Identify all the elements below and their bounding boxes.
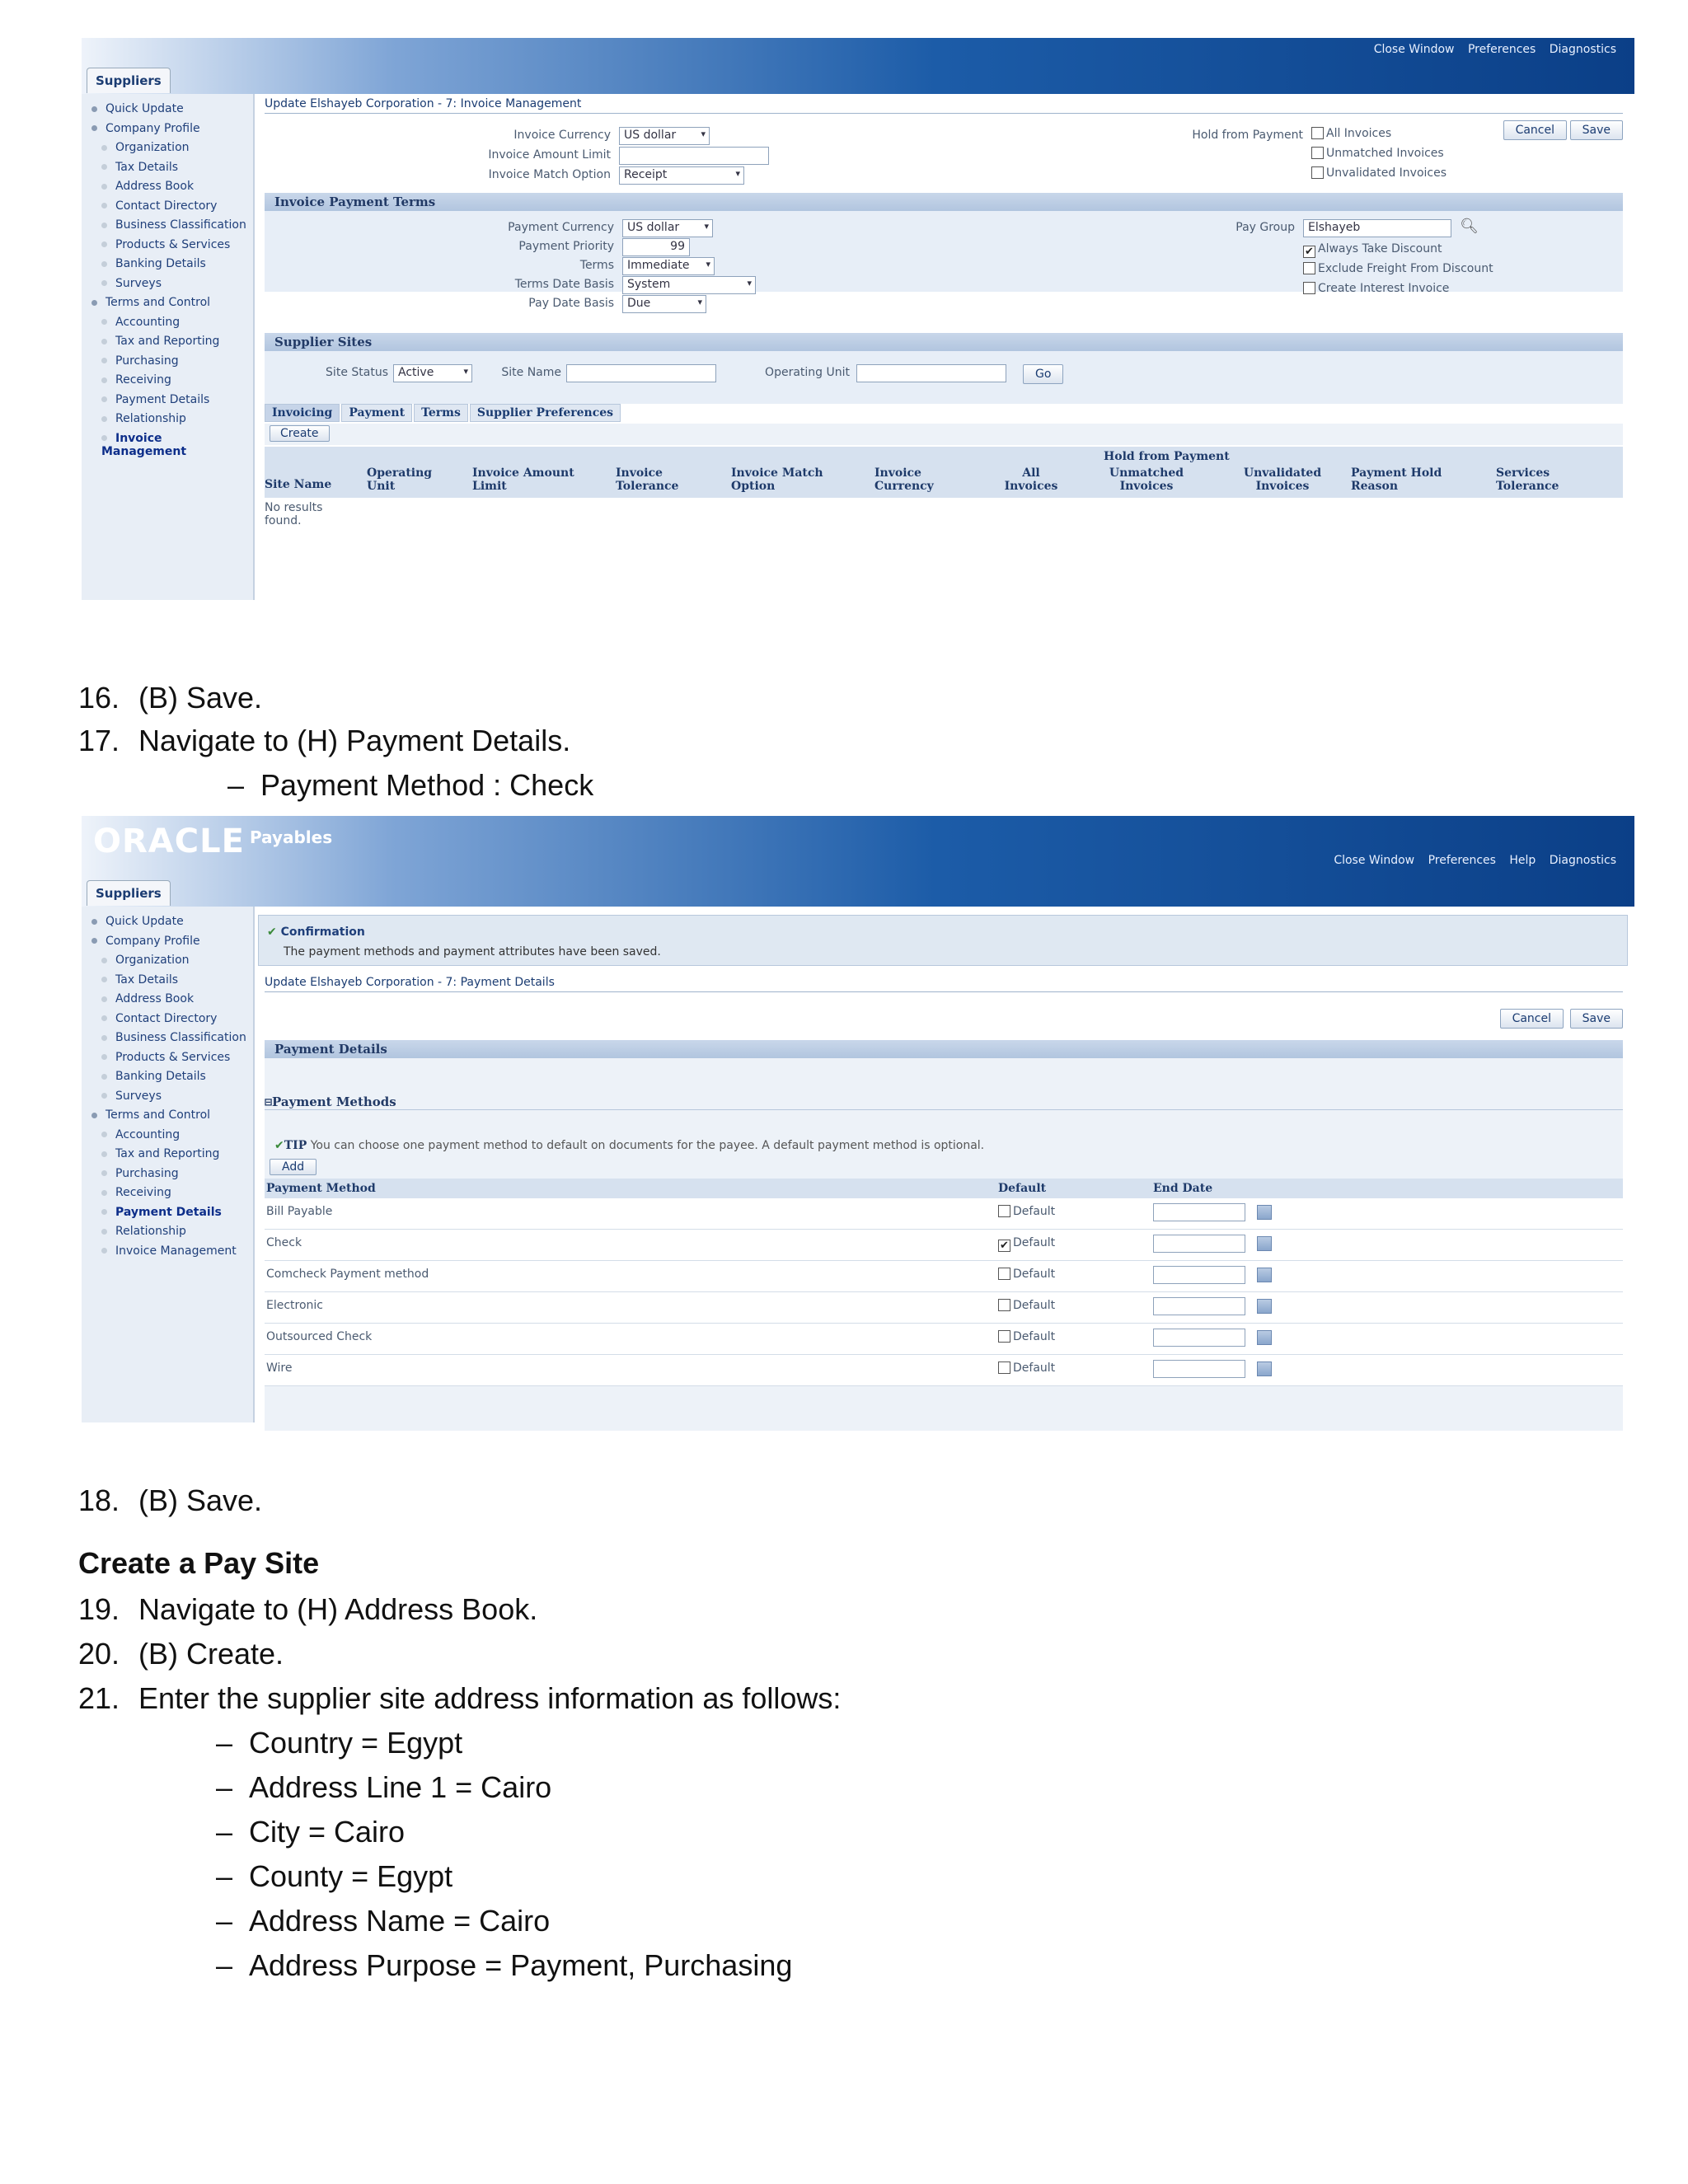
tab-payment[interactable]: Payment	[341, 404, 412, 422]
nav-payment-details[interactable]: Payment Details	[88, 1206, 246, 1220]
invoice-management-screenshot	[82, 38, 1634, 600]
confirmation-box	[258, 915, 1628, 966]
nav-tax-details[interactable]: Tax Details	[88, 973, 246, 987]
checkbox-icon	[1311, 166, 1324, 179]
step-20-number: 20.	[78, 1637, 120, 1671]
bullet-icon	[101, 164, 107, 170]
bullet-icon	[101, 1093, 107, 1099]
global-links	[1364, 43, 1616, 56]
list-item: – County = Egypt	[216, 1859, 453, 1893]
col-invoice-currency: Invoice Currency	[874, 466, 934, 494]
bullet-icon	[101, 223, 107, 228]
checkbox-icon	[998, 1330, 1010, 1343]
col-default: Default	[998, 1182, 1047, 1195]
nav-banking-details[interactable]: Banking Details	[88, 1070, 246, 1084]
pay-date-basis-label: Pay Date Basis	[528, 297, 614, 310]
payment-currency-select[interactable]: US dollar ▾	[622, 219, 713, 237]
supplier-sites-header: Supplier Sites	[265, 333, 1623, 351]
global-links	[1324, 854, 1616, 867]
chevron-down-icon: ▾	[735, 168, 740, 179]
checkbox-icon	[998, 1361, 1010, 1374]
nav-products-services[interactable]: Products & Services	[88, 238, 246, 252]
bullet-icon	[101, 1151, 107, 1157]
site-name-input[interactable]	[566, 364, 716, 382]
section-heading: Create a Pay Site	[78, 1546, 320, 1580]
col-invoice-tolerance: Invoice Tolerance	[616, 466, 679, 494]
side-navigation	[82, 94, 255, 600]
search-icon[interactable]: 🔍︎	[1460, 218, 1479, 235]
nav-banking-details[interactable]: Banking Details	[88, 257, 246, 271]
collapse-icon[interactable]: ⊟	[265, 1094, 273, 1109]
end-date-input[interactable]	[1153, 1203, 1245, 1221]
terms-date-basis-label: Terms Date Basis	[514, 278, 614, 291]
payment-method-name: Comcheck Payment method	[266, 1268, 429, 1281]
payment-currency-label: Payment Currency	[508, 221, 614, 234]
bullet-icon	[101, 358, 107, 363]
bullet-icon	[101, 1209, 107, 1215]
preferences-link[interactable]: Preferences	[1428, 854, 1496, 867]
default-checkbox[interactable]: Default	[998, 1299, 1055, 1312]
bullet-icon	[101, 1074, 107, 1080]
main-content	[265, 97, 1623, 592]
nav-invoice-management[interactable]: Invoice Management	[88, 1244, 246, 1258]
bullet-icon	[101, 1248, 107, 1254]
chevron-down-icon: ▾	[706, 259, 710, 269]
operating-unit-input[interactable]	[856, 364, 1006, 382]
nav-purchasing[interactable]: Purchasing	[88, 354, 246, 368]
end-date-input[interactable]	[1153, 1235, 1245, 1253]
invoice-amount-limit-label: Invoice Amount Limit	[488, 148, 611, 162]
hold-from-payment-label: Hold from Payment	[1192, 129, 1303, 142]
list-item: – Address Purpose = Payment, Purchasing	[216, 1948, 793, 1982]
end-date-input[interactable]	[1153, 1297, 1245, 1315]
invoice-match-option-select[interactable]: Receipt ▾	[619, 166, 744, 185]
table-row	[265, 1230, 1623, 1261]
list-item: – Country = Egypt	[216, 1726, 463, 1760]
nav-purchasing[interactable]: Purchasing	[88, 1167, 246, 1181]
nav-company-profile[interactable]: Company Profile	[88, 935, 246, 949]
checkbox-icon	[998, 1268, 1010, 1280]
pay-date-basis-select[interactable]: Due ▾	[622, 295, 706, 313]
terms-label: Terms	[579, 259, 614, 272]
col-services-tolerance: Services Tolerance	[1496, 466, 1559, 494]
payment-method-name: Check	[266, 1236, 302, 1249]
nav-business-classification[interactable]: Business Classification	[88, 1031, 246, 1045]
col-invoice-amount-limit: Invoice Amount Limit	[472, 466, 574, 494]
main-content	[265, 923, 1623, 1426]
terms-date-basis-select[interactable]: System ▾	[622, 276, 756, 294]
create-button[interactable]: Create	[270, 425, 330, 442]
step-20-text: (B) Create.	[138, 1637, 284, 1671]
checkbox-icon	[1311, 147, 1324, 159]
bullet-icon	[91, 919, 97, 925]
bullet-icon	[91, 125, 97, 131]
step-18-text: (B) Save.	[138, 1483, 263, 1517]
nav-quick-update[interactable]: Quick Update	[88, 102, 246, 116]
bullet-icon	[101, 203, 107, 209]
side-navigation	[82, 907, 255, 1422]
payment-method-name: Outsourced Check	[266, 1330, 373, 1343]
tab-invoicing[interactable]: Invoicing	[265, 404, 340, 422]
bullet-icon	[101, 1035, 107, 1041]
payment-method-name: Wire	[266, 1361, 293, 1375]
checkbox-icon	[1303, 282, 1315, 294]
close-window-link[interactable]: Close Window	[1334, 854, 1415, 867]
nav-tax-and-reporting[interactable]: Tax and Reporting	[88, 335, 246, 349]
nav-address-book[interactable]: Address Book	[88, 992, 246, 1006]
list-item: – Address Name = Cairo	[216, 1904, 551, 1938]
chevron-down-icon: ▾	[704, 221, 709, 232]
table-row	[265, 1355, 1623, 1386]
calendar-icon[interactable]	[1257, 1361, 1272, 1380]
col-end-date: End Date	[1153, 1182, 1213, 1195]
checkbox-icon	[998, 1205, 1010, 1217]
nav-relationship[interactable]: Relationship	[88, 1225, 246, 1239]
col-site-name: Site Name	[265, 478, 332, 491]
chevron-down-icon: ▾	[747, 278, 752, 288]
col-payment-hold-reason: Payment Hold Reason	[1351, 466, 1442, 494]
end-date-input[interactable]	[1153, 1266, 1245, 1284]
bullet-icon	[101, 977, 107, 982]
nav-business-classification[interactable]: Business Classification	[88, 218, 246, 232]
default-checkbox[interactable]: Default	[998, 1205, 1055, 1218]
check-icon: ✔	[267, 926, 281, 939]
step-21-text: Enter the supplier site address information as follows:	[138, 1681, 842, 1715]
bullet-icon	[91, 1113, 97, 1118]
bullet-icon	[91, 938, 97, 944]
nav-surveys[interactable]: Surveys	[88, 1090, 246, 1104]
bullet-icon	[101, 1054, 107, 1060]
checkbox-icon	[1311, 127, 1324, 139]
site-status-select[interactable]: Active ▾	[393, 364, 472, 382]
step-16-text: (B) Save.	[138, 681, 263, 715]
no-results-text: No results found.	[265, 501, 323, 528]
tab-supplier-preferences[interactable]: Supplier Preferences	[470, 404, 621, 422]
col-invoice-match-option: Invoice Match Option	[731, 466, 823, 494]
payment-methods-table-header	[265, 1179, 1623, 1198]
sites-table-header	[265, 447, 1623, 498]
default-checkbox[interactable]: ✔ Default	[998, 1236, 1055, 1252]
nav-company-profile[interactable]: Company Profile	[88, 122, 246, 136]
nav-accounting[interactable]: Accounting	[88, 1128, 246, 1142]
nav-organization[interactable]: Organization	[88, 141, 246, 155]
bullet-icon	[91, 300, 97, 306]
exclude-freight-checkbox[interactable]: Exclude Freight From Discount	[1303, 262, 1493, 275]
payment-priority-input[interactable]: 99	[622, 238, 690, 256]
invoice-amount-limit-input[interactable]	[619, 147, 769, 165]
save-button[interactable]: Save	[1570, 120, 1623, 140]
nav-relationship[interactable]: Relationship	[88, 412, 246, 426]
default-checkbox[interactable]: Default	[998, 1268, 1055, 1281]
create-bar	[265, 424, 1623, 445]
bullet-icon	[101, 416, 107, 422]
nav-address-book[interactable]: Address Book	[88, 180, 246, 194]
invoice-match-option-label: Invoice Match Option	[488, 168, 611, 181]
nav-terms-and-control[interactable]: Terms and Control	[88, 1108, 246, 1122]
chevron-down-icon: ▾	[463, 366, 468, 377]
table-row	[265, 1198, 1623, 1230]
always-take-discount-checkbox[interactable]: ✔ Always Take Discount	[1303, 242, 1442, 258]
close-window-link[interactable]: Close Window	[1373, 43, 1455, 56]
page-title: Update Elshayeb Corporation - 7: Payment Details	[265, 976, 1623, 992]
diagnostics-link[interactable]: Diagnostics	[1549, 854, 1616, 867]
tab-terms[interactable]: Terms	[414, 404, 468, 422]
confirmation-text: The payment methods and payment attributes have been saved.	[284, 945, 661, 958]
bullet-icon	[101, 1229, 107, 1235]
operating-unit-label: Operating Unit	[765, 366, 850, 379]
col-all-invoices: All Invoices	[1004, 466, 1058, 494]
bullet-icon	[91, 106, 97, 112]
calendar-icon[interactable]	[1257, 1268, 1272, 1286]
add-button[interactable]: Add	[270, 1159, 316, 1175]
bullet-icon	[101, 1190, 107, 1196]
list-item: – Address Line 1 = Cairo	[216, 1770, 552, 1804]
bullet-icon	[101, 280, 107, 286]
payment-method-name: Bill Payable	[266, 1205, 333, 1218]
bullet-icon	[101, 339, 107, 344]
end-date-input[interactable]	[1153, 1360, 1245, 1378]
bullet-icon	[101, 241, 107, 247]
cancel-button[interactable]: Cancel	[1503, 120, 1567, 140]
nav-contact-directory[interactable]: Contact Directory	[88, 199, 246, 213]
nav-terms-and-control[interactable]: Terms and Control	[88, 296, 246, 310]
hold-from-payment-group-header: Hold from Payment	[1104, 450, 1230, 463]
default-checkbox[interactable]: Default	[998, 1330, 1055, 1343]
nav-contact-directory[interactable]: Contact Directory	[88, 1012, 246, 1026]
bullet-icon	[101, 377, 107, 383]
hold-all-invoices-checkbox[interactable]: All Invoices	[1311, 127, 1391, 140]
step-19-text: Navigate to (H) Address Book.	[138, 1592, 538, 1626]
diagnostics-link[interactable]: Diagnostics	[1549, 43, 1616, 56]
table-row	[265, 1261, 1623, 1292]
chevron-down-icon: ▾	[697, 297, 702, 307]
go-button[interactable]: Go	[1023, 364, 1063, 384]
calendar-icon[interactable]	[1257, 1205, 1272, 1223]
pay-group-label: Pay Group	[1236, 221, 1295, 234]
checkbox-checked-icon: ✔	[1303, 246, 1315, 258]
oracle-logo: ORACLE Payables	[93, 823, 333, 860]
create-interest-invoice-checkbox[interactable]: Create Interest Invoice	[1303, 282, 1449, 295]
payment-details-screenshot	[82, 816, 1634, 1431]
default-checkbox[interactable]: Default	[998, 1361, 1055, 1375]
help-link[interactable]: Help	[1509, 854, 1536, 867]
step-16-number: 16.	[78, 681, 120, 715]
calendar-icon[interactable]	[1257, 1330, 1272, 1348]
nav-payment-details[interactable]: Payment Details	[88, 393, 246, 407]
checkbox-icon	[1303, 262, 1315, 274]
calendar-icon[interactable]	[1257, 1299, 1272, 1317]
nav-tax-and-reporting[interactable]: Tax and Reporting	[88, 1147, 246, 1161]
list-item: – City = Cairo	[216, 1815, 406, 1849]
hold-unvalidated-invoices-checkbox[interactable]: Unvalidated Invoices	[1311, 166, 1447, 180]
nav-products-services[interactable]: Products & Services	[88, 1051, 246, 1065]
header-banner	[82, 38, 1634, 94]
nav-surveys[interactable]: Surveys	[88, 277, 246, 291]
suppliers-tab[interactable]: Suppliers	[87, 880, 171, 906]
terms-select[interactable]: Immediate ▾	[622, 257, 715, 275]
nav-tax-details[interactable]: Tax Details	[88, 161, 246, 175]
payment-details-header: Payment Details	[265, 1040, 1623, 1058]
nav-receiving[interactable]: Receiving	[88, 373, 246, 387]
bullet-icon	[101, 435, 107, 441]
end-date-input[interactable]	[1153, 1329, 1245, 1347]
step-18-number: 18.	[78, 1483, 120, 1517]
hold-unmatched-invoices-checkbox[interactable]: Unmatched Invoices	[1311, 147, 1444, 160]
pay-group-input[interactable]: Elshayeb	[1303, 219, 1451, 237]
site-status-label: Site Status	[326, 366, 388, 379]
invoice-currency-label: Invoice Currency	[513, 129, 611, 142]
bullet-icon	[101, 996, 107, 1002]
invoice-currency-select[interactable]: US dollar ▾	[619, 127, 710, 145]
checkbox-checked-icon: ✔	[998, 1240, 1010, 1252]
preferences-link[interactable]: Preferences	[1467, 43, 1536, 56]
nav-quick-update[interactable]: Quick Update	[88, 915, 246, 929]
bullet-icon	[101, 261, 107, 267]
col-unvalidated-invoices: Unvalidated Invoices	[1243, 466, 1322, 494]
table-row	[265, 1324, 1623, 1355]
calendar-icon[interactable]	[1257, 1236, 1272, 1254]
payment-methods-subheader: ⊟Payment Methods	[265, 1094, 1623, 1110]
bullet-icon	[101, 396, 107, 402]
confirmation-heading: ✔ Confirmation	[267, 926, 365, 939]
bullet-icon	[101, 958, 107, 963]
col-unmatched-invoices: Unmatched Invoices	[1109, 466, 1184, 494]
payment-priority-label: Payment Priority	[518, 240, 614, 253]
bullet-icon	[101, 184, 107, 190]
bullet-icon	[101, 1170, 107, 1176]
bullet-icon	[101, 319, 107, 325]
nav-accounting[interactable]: Accounting	[88, 316, 246, 330]
step-19-number: 19.	[78, 1592, 120, 1626]
bullet-icon	[101, 1015, 107, 1021]
col-operating-unit: Operating Unit	[367, 466, 433, 494]
step-17-sub-item: – Payment Method : Check	[227, 768, 594, 802]
site-subtabs	[265, 404, 622, 422]
tip-text: ✔TIP You can choose one payment method to default on documents for the payee. A default payment method is optional.	[274, 1139, 985, 1152]
nav-organization[interactable]: Organization	[88, 954, 246, 968]
table-row	[265, 1292, 1623, 1324]
step-17-text: Navigate to (H) Payment Details.	[138, 724, 571, 757]
nav-receiving[interactable]: Receiving	[88, 1186, 246, 1200]
bullet-icon	[101, 1132, 107, 1137]
step-21-number: 21.	[78, 1681, 120, 1715]
col-payment-method: Payment Method	[266, 1182, 376, 1195]
payment-method-name: Electronic	[266, 1299, 324, 1312]
checkbox-icon	[998, 1299, 1010, 1311]
bullet-icon	[101, 145, 107, 151]
nav-invoice-management[interactable]: Invoice Management	[101, 431, 187, 459]
page-title: Update Elshayeb Corporation - 7: Invoice Management	[265, 97, 1623, 114]
site-name-label: Site Name	[501, 366, 561, 379]
tip-check-icon: ✔	[274, 1139, 284, 1152]
save-button[interactable]: Save	[1570, 1009, 1623, 1029]
chevron-down-icon: ▾	[701, 129, 706, 139]
invoice-payment-terms-header: Invoice Payment Terms	[265, 193, 1623, 211]
header-banner	[82, 816, 1634, 907]
suppliers-tab[interactable]: Suppliers	[87, 68, 171, 93]
cancel-button[interactable]: Cancel	[1500, 1009, 1564, 1029]
step-17-number: 17.	[78, 724, 120, 757]
